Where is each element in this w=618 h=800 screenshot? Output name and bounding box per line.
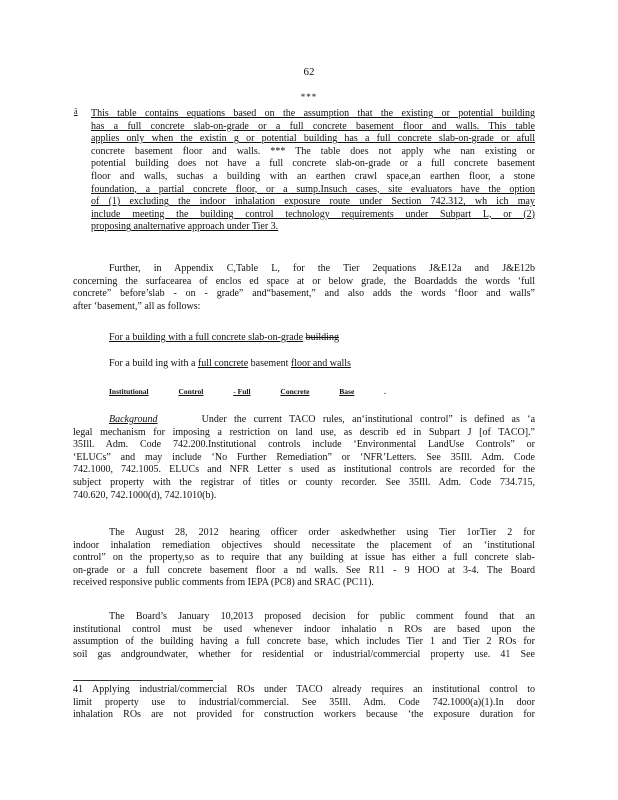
text-line: received responsive public comments from IEPA (PC8) and SRAC (PC11). bbox=[73, 577, 374, 589]
paragraph-proposed-decision bbox=[73, 611, 535, 661]
text-line: The Board’s January 10,2013 proposed decision for public comment found that an bbox=[109, 611, 535, 622]
heading-word: Base bbox=[339, 387, 355, 396]
heading-word: - Full bbox=[233, 387, 251, 396]
inserted-text: full concrete bbox=[197, 358, 249, 369]
section-heading bbox=[109, 387, 414, 396]
text-line: ‘ELUCs” and may include ‘No Further Remediation” or ‘NFR’Letters. See 35Ill. Adm. Code bbox=[73, 451, 535, 463]
footnote-41 bbox=[73, 684, 535, 722]
text-line bbox=[73, 414, 535, 427]
text-line: assumption of the building having a full concrete base, which includes Tier 1 and Tier 2 ROs for bbox=[73, 636, 535, 648]
text-line: concrete” before’slab - on - grade” and“basement,” and also adds the words ‘floor and walls” bbox=[73, 288, 535, 300]
text-line: after ‘basement,” all as follows: bbox=[73, 300, 201, 312]
amended-line-basement bbox=[109, 358, 489, 371]
paragraph-appendix-c bbox=[73, 263, 535, 313]
text-line: concrete basement floor and walls. *** The table does not apply whe nan existing or bbox=[91, 145, 535, 157]
text-line: on-grade or a full concrete basement floor a nd walls. See R11 - 9 HOO at 3-4. The Board bbox=[73, 564, 535, 576]
heading-word: . bbox=[384, 387, 387, 396]
text-line: 742.1000, 742.1005. ELUCs and NFR Letter s used as institutional controls are recorded for the bbox=[73, 464, 535, 476]
heading-word: Institutional bbox=[109, 387, 149, 396]
text-line: 41 Applying industrial/commercial ROs under TACO already requires an institutional control to bbox=[73, 684, 535, 695]
text-line: applies only when the existin g or potential building has a full concrete slab-on-grade or afull bbox=[91, 133, 535, 145]
text-line: subject property with the registrar of titles or county recorder. See 35Ill. Adm. Code 734.715, bbox=[73, 476, 535, 488]
amended-text: For a build ing with a bbox=[109, 358, 196, 369]
footnote-rule bbox=[73, 680, 213, 681]
heading-word: Concrete bbox=[280, 387, 310, 396]
page-number: 62 bbox=[303, 66, 315, 78]
inserted-text: floor and walls bbox=[290, 358, 351, 369]
text-line: include meeting the building control technology requirements under Subpart L, or (2) bbox=[91, 208, 535, 220]
text-line: control” on the property,so as to require that any building at issue has either a full concrete slab- bbox=[73, 552, 535, 564]
background-heading: Background bbox=[109, 414, 158, 425]
text-line: foundation, a partial concrete floor, or a sump.Insuch cases, site evaluators have the option bbox=[91, 183, 535, 195]
text-line: proposing analternative approach under Tier 3. bbox=[91, 221, 279, 233]
paragraph-background bbox=[73, 414, 535, 502]
text-line: limit property use to industrial/commercial. See 35Ill. Adm. Code 742.1000(a)(1).In door bbox=[73, 696, 535, 708]
text-line: 35Ill. Adm. Code 742.200.Institutional controls include ‘Environmental LandUse Controls” or bbox=[73, 439, 535, 451]
background-text: Under the current TACO rules, an‘institutional control” is defined as ‘a bbox=[201, 414, 535, 425]
text-line: inhalation ROs are not provided for construction workers because ‘the exposure duration for bbox=[73, 709, 535, 721]
amended-text: basement bbox=[250, 358, 289, 369]
text-line: indoor inhalation remediation objectives should necessitate the placement of an ‘institutional bbox=[73, 539, 535, 551]
text-line: of (1) excluding the indoor inhalation exposure route under Section 742.312, wh ich may bbox=[91, 196, 535, 208]
text-line: Further, in Appendix C,Table L, for the Tier 2equations J&E12a and J&E12b bbox=[109, 263, 535, 274]
text-line: potential building does not have a full concrete slab-on-grade or a full concrete basement bbox=[91, 158, 535, 170]
text-line: legal mechanism for imposing a restriction on land use, as describ ed in Subpart J [of TACO].” bbox=[73, 426, 535, 438]
text-line: 740.620, 742.1000(d), 742.1010(b). bbox=[73, 489, 217, 501]
text-line: floor and walls, suchas a building with an earthen crawl space,an earthen floor, a stone bbox=[91, 170, 535, 182]
footnote-marker: ā bbox=[74, 107, 78, 116]
paragraph-hearing-order bbox=[73, 527, 535, 590]
text-line: soil gas andgroundwater, whether for residential or industrial/commercial property use. 41 See bbox=[73, 648, 535, 660]
section-separator-top: *** bbox=[300, 92, 318, 102]
text-line: concerning the surfacearea of enclos ed space at or below grade, the Boardadds the words ‘full bbox=[73, 275, 535, 287]
amended-text: For a building with a full concrete slab-on-grade bbox=[109, 332, 304, 343]
heading-word: Control bbox=[178, 387, 204, 396]
text-line: institutional control must be used whenever indoor inhalatio n ROs are based upon the bbox=[73, 623, 535, 635]
text-line: This table contains equations based on the assumption that the existing or potential building bbox=[91, 108, 535, 119]
table-note-block bbox=[91, 108, 535, 234]
text-line: has a full concrete slab-on-grade or a full concrete basement floor and walls. This table bbox=[91, 120, 535, 132]
struck-text: building bbox=[305, 332, 339, 343]
amended-line-slab bbox=[109, 332, 489, 345]
text-line: The August 28, 2012 hearing officer order askedwhether using Tier 1orTier 2 for bbox=[109, 527, 535, 538]
